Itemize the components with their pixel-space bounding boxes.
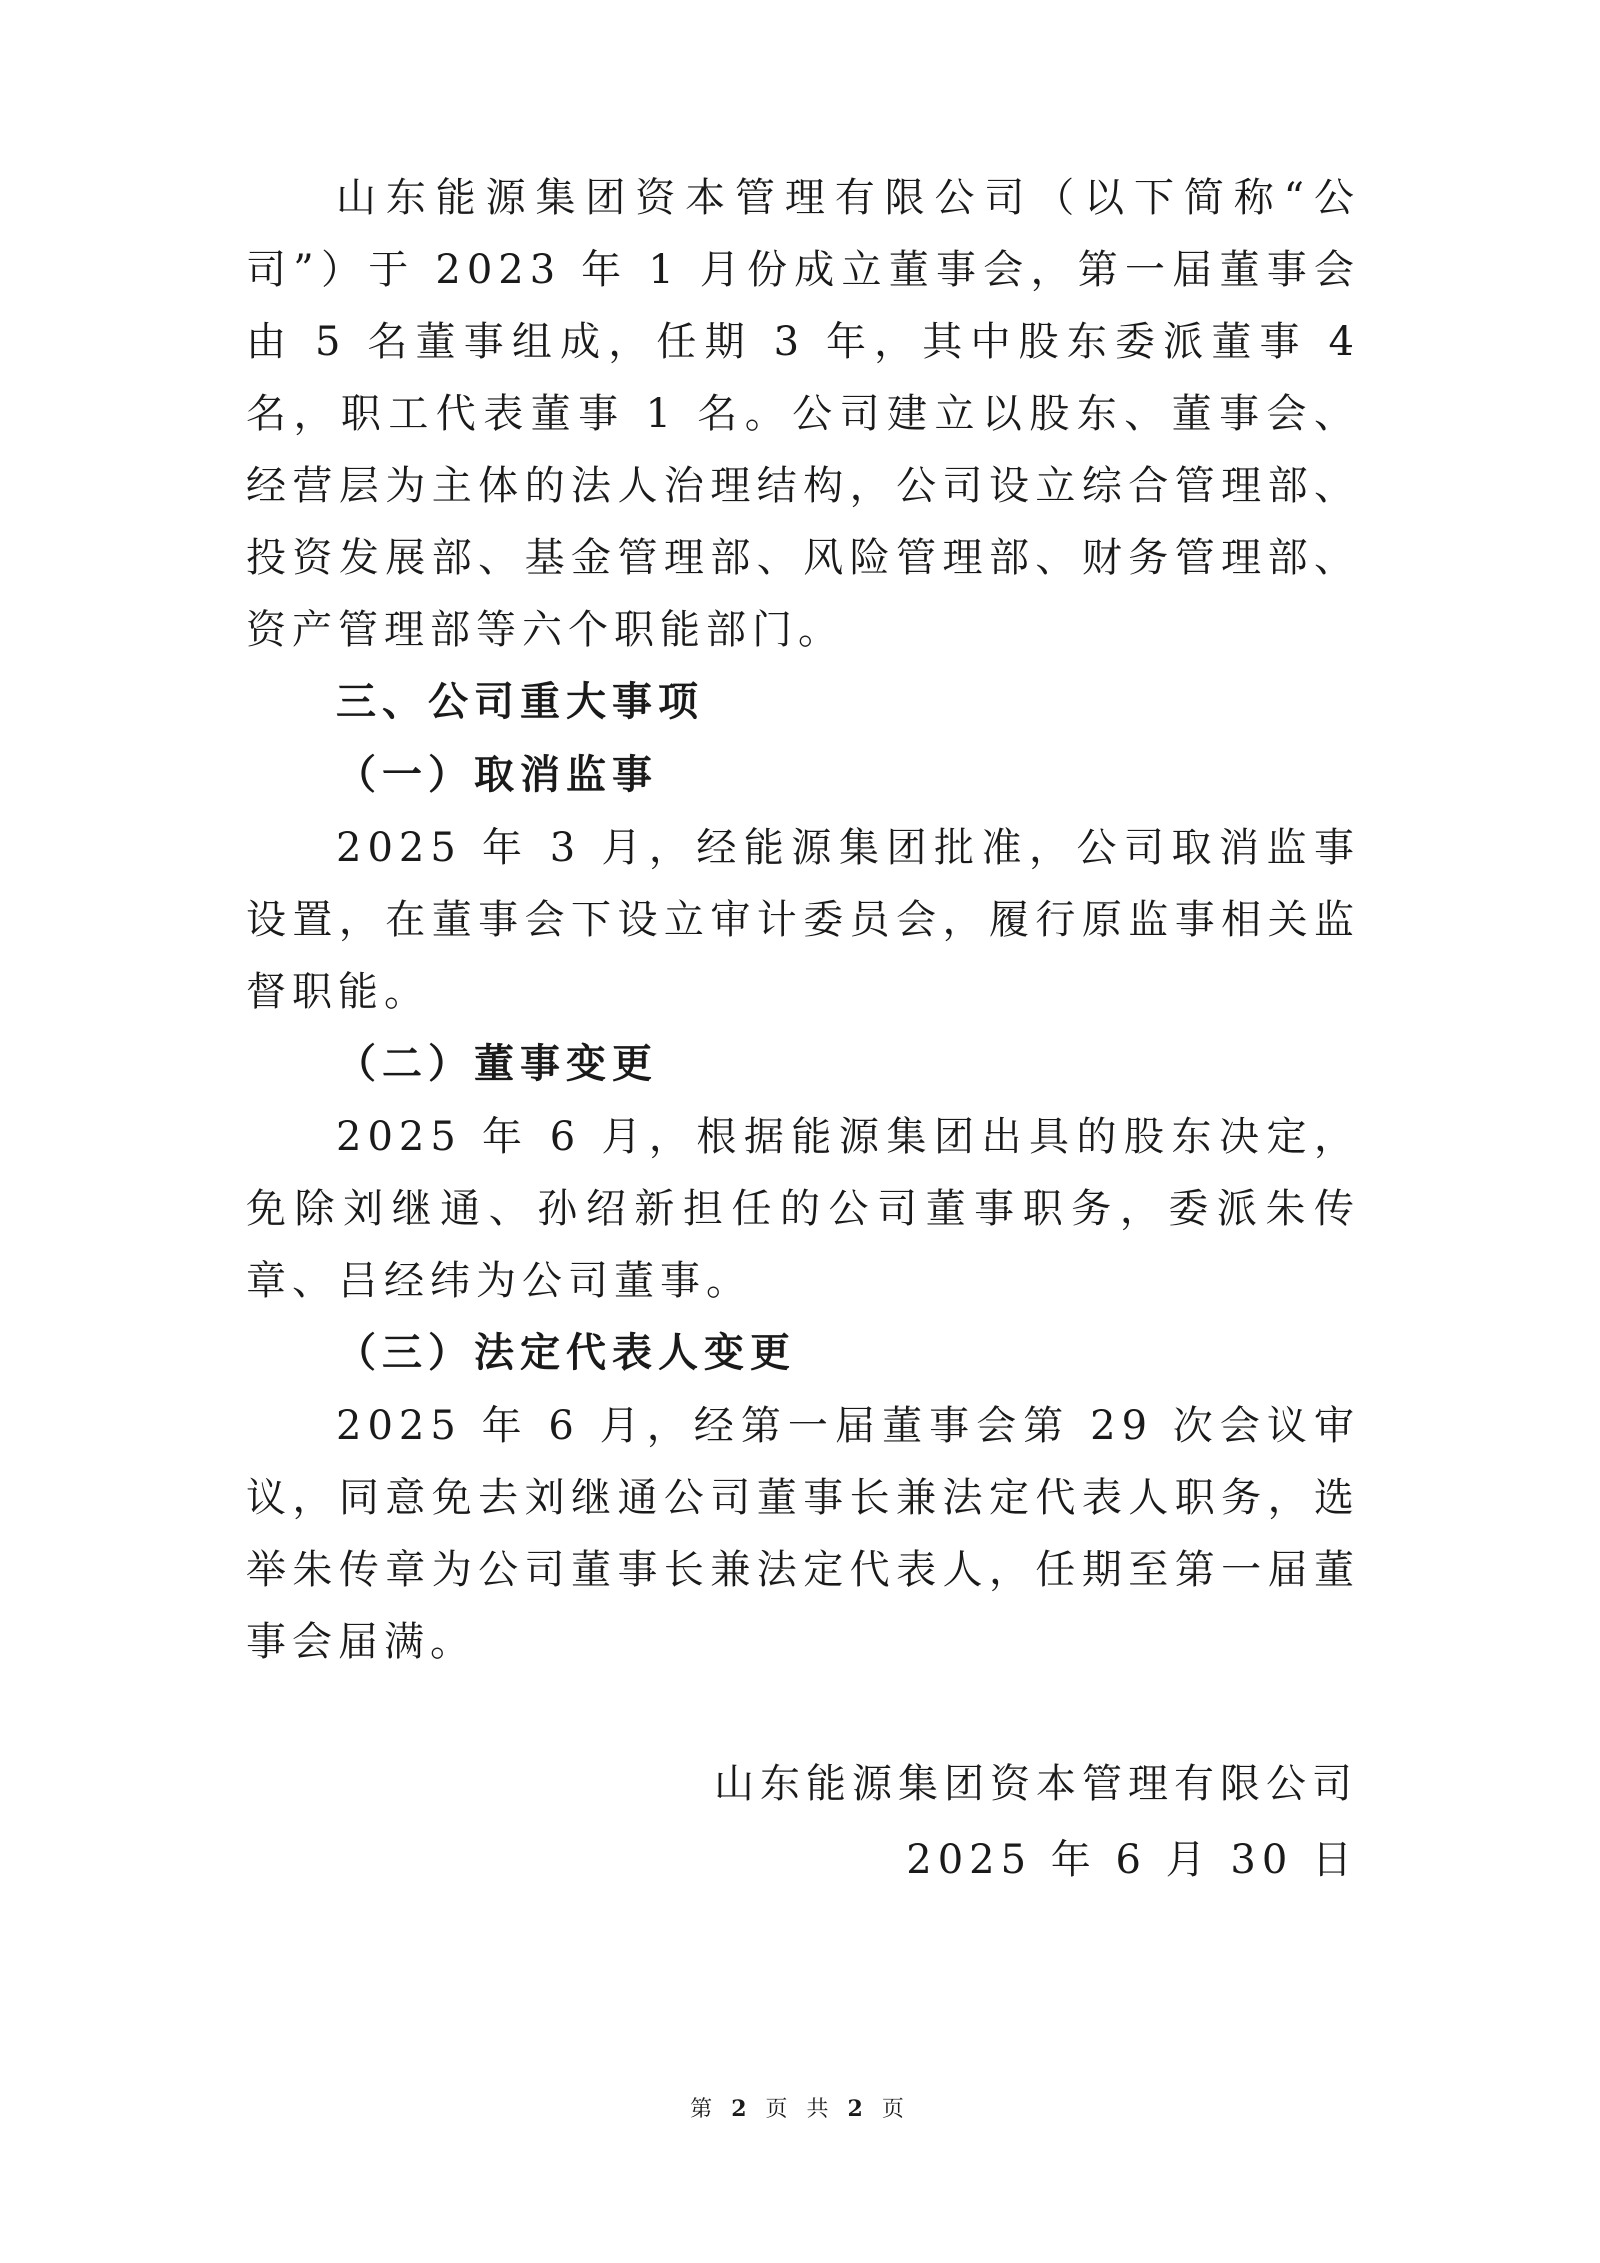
- paragraph-legal-rep-change: 2025 年 6 月，经第一届董事会第 29 次会议审议，同意免去刘继通公司董事长兼法定代表人职务，选举朱传章为公司董事长兼法定代表人，任期至第一届董事会届满。: [246, 1403, 1360, 1665]
- footer-prefix: 第: [690, 2097, 719, 2122]
- subheading-legal-rep-change: （三）法定代表人变更: [336, 1330, 796, 1376]
- paragraph-cancel-supervisor: 2025 年 3 月，经能源集团批准，公司取消监事设置，在董事会下设立审计委员会，履行原监事相关监督职能。: [246, 825, 1360, 1015]
- footer-middle: 页 共: [765, 2097, 835, 2122]
- document-body: [246, 162, 1360, 1678]
- footer-total-pages: 2: [847, 2096, 869, 2122]
- paragraph-governance: 山东能源集团资本管理有限公司（以下简称“公司”）于 2023 年 1 月份成立董事会，第一届董事会由 5 名董事组成，任期 3 年，其中股东委派董事 4 名，职工代表董事 1 名。公司建立以股东、董事会、经营层为主体的法人治理结构，公司设立综合管理部、投资发展部、基金管理部、风险管理部、财务管理部、资产管理部等六个职能部门。: [246, 175, 1360, 653]
- section-heading-major-matters: 三、公司重大事项: [336, 679, 704, 725]
- signature-block: [714, 1746, 1358, 1898]
- signature-date: 2025 年 6 月 30 日: [906, 1837, 1358, 1883]
- page-footer: [0, 2092, 1600, 2123]
- paragraph-director-change: 2025 年 6 月，根据能源集团出具的股东决定，免除刘继通、孙绍新担任的公司董事职务，委派朱传章、吕经纬为公司董事。: [246, 1114, 1360, 1304]
- footer-suffix: 页: [881, 2097, 910, 2122]
- subheading-cancel-supervisor: （一）取消监事: [336, 752, 658, 798]
- signature-company: 山东能源集团资本管理有限公司: [714, 1761, 1358, 1807]
- subheading-director-change: （二）董事变更: [336, 1041, 658, 1087]
- footer-current-page: 2: [731, 2096, 753, 2122]
